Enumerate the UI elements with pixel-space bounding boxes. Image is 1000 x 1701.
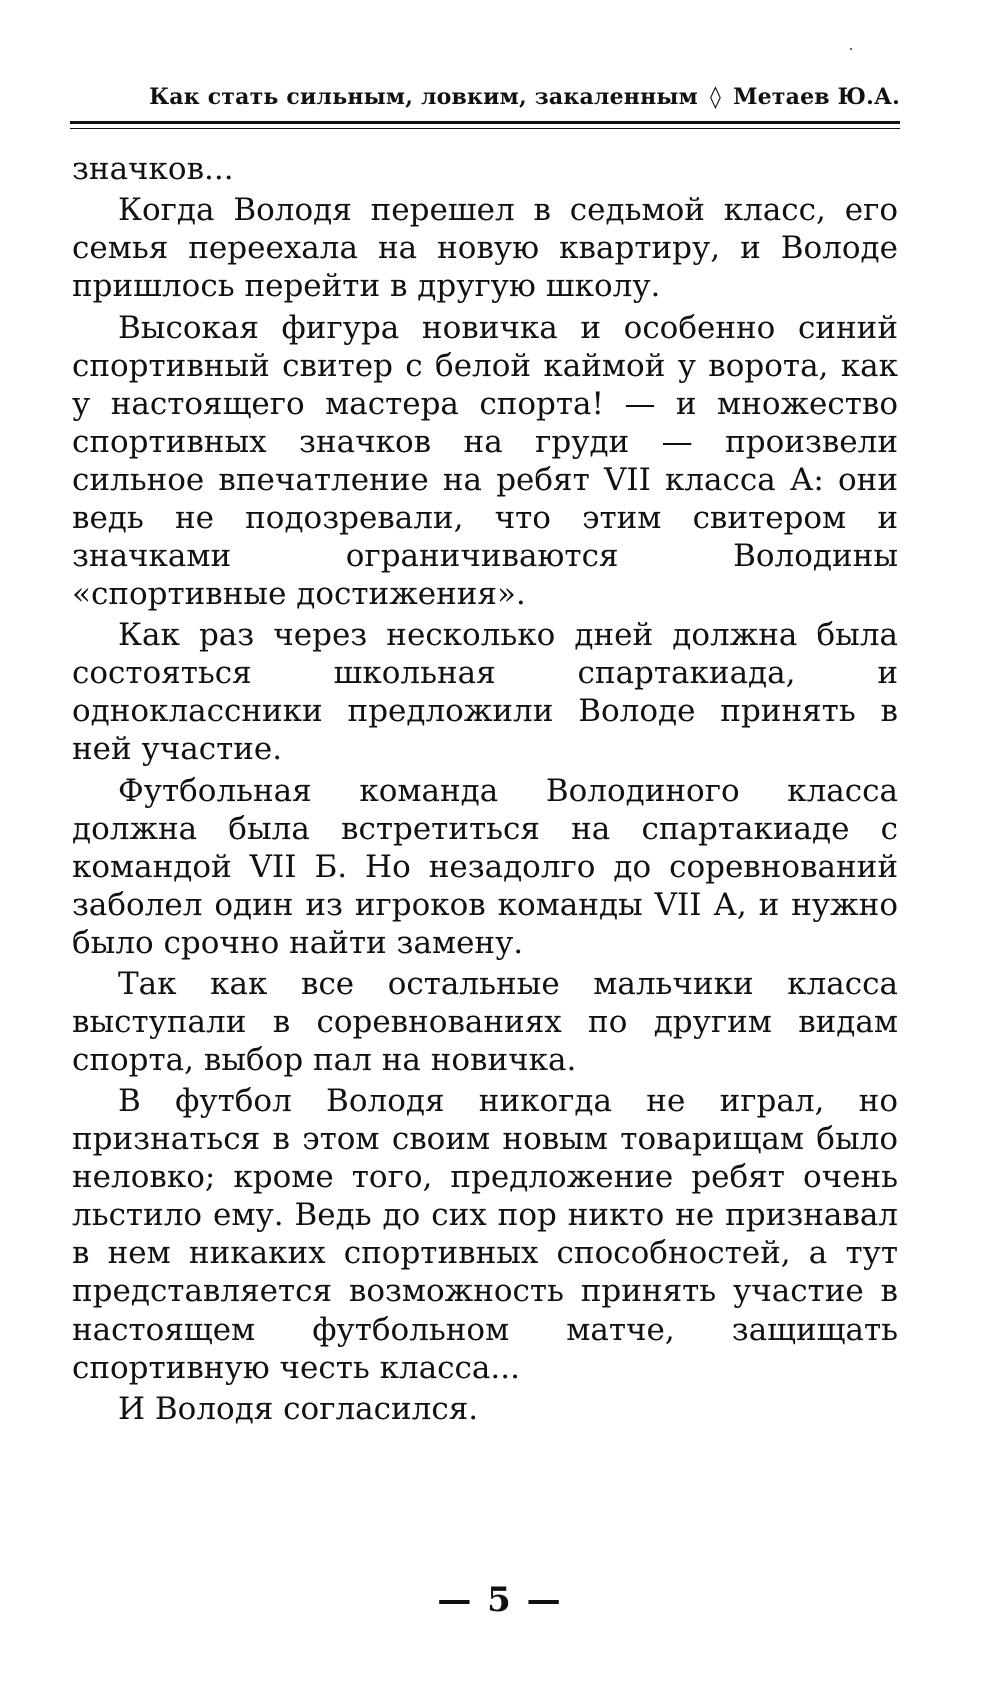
running-header [70,84,900,110]
author-name: Метаев Ю.А. [733,84,900,110]
scan-speck [850,48,852,50]
header-rule-thick [70,121,900,124]
paragraph: Так как все остальные мальчики класса выступали в соревнованиях по другим видам спорта, выбор пал на новичка. [72,965,898,1079]
paragraph: Футбольная команда Володиного класса должна была встретиться на спартакиаде с командой VII Б. Но незадолго до соревнований заболел один из игроков команды VII А, и нужно было срочно найти замену. [72,772,898,961]
header-rule-thin [70,128,900,129]
book-title: Как стать сильным, ловким, закаленным [149,84,698,110]
body-text [72,150,898,1431]
paragraph-continuation: значков... [72,151,234,187]
page-number: — 5 — [437,1580,563,1620]
paragraph: В футбол Володя никогда не играл, но признаться в этом своим новым товарищам было неловко; кроме того, предложение ребят очень льстило ему. Ведь до сих пор никто не признавал в нем никаких спортивных способностей, а тут представляется возможность принять участие в настоящем футбольном матче, защищать спортивную честь класса... [72,1083,898,1386]
paragraph: Высокая фигура новичка и особенно синий спортивный свитер с белой каймой у ворота, как у настоящего мастера спорта! — и множество спортивных значков на груди — произвели сильное впечатление на ребят VII класса А: они ведь не подозревали, что этим свитером и значками ограничиваются Володины «спортивные достижения». [72,309,898,612]
paragraph: Как раз через несколько дней должна была состояться школьная спартакиада, и одноклассники предложили Володе принять в ней участие. [72,617,898,768]
paragraph: И Володя согласился. [118,1390,479,1427]
diamond-separator-icon: ◊ [709,85,722,110]
paragraph: Когда Володя перешел в седьмой класс, его семья переехала на новую квартиру, и Володе пришлось перейти в другую школу. [72,192,898,305]
